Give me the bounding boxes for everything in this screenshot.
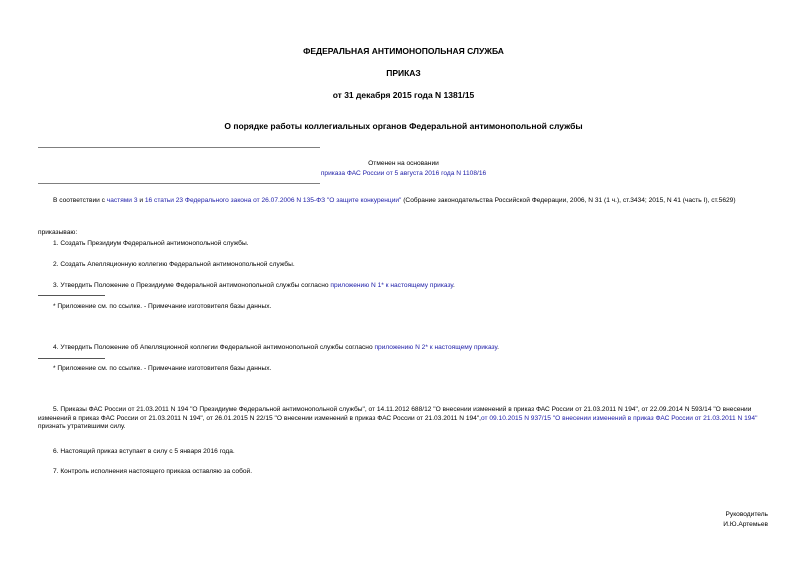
footnote-2: * Приложение см. по ссылке. - Примечание изготовителя базы данных.	[53, 365, 272, 372]
preamble-paragraph: В соответствии с частями 3 и 16 статьи 23 Федерального закона от 26.07.2006 N 135-ФЗ "О защите конкуренции" (Собрание законодательства Российской Федерации, 2006, N 31 (1 ч.), ст.3434; 2015, N 41 (часть I), ст.5629)	[53, 197, 736, 204]
doc-type-heading: ПРИКАЗ	[386, 68, 421, 78]
footnote-rule-2	[38, 358, 105, 359]
appendix-2-link[interactable]: приложению N 2* к настоящему приказу	[374, 344, 498, 351]
footnote-1: * Приложение см. по ссылке. - Примечание изготовителя базы данных.	[53, 303, 272, 310]
signature-role: Руководитель	[725, 511, 768, 518]
item-6: 6. Настоящий приказ вступает в силу с 5 января 2016 года.	[53, 448, 235, 455]
appendix-1-link[interactable]: приложению N 1* к настоящему приказу	[330, 282, 454, 289]
agency-heading: ФЕДЕРАЛЬНАЯ АНТИМОНОПОЛЬНАЯ СЛУЖБА	[303, 46, 504, 56]
item-4: 4. Утвердить Положение об Апелляционной коллегии Федеральной антимонопольной службы согласно приложению N 2* к настоящему приказу.	[53, 344, 499, 351]
item-7: 7. Контроль исполнения настоящего приказа оставляю за собой.	[53, 468, 253, 475]
law-part-link[interactable]: частями 3	[106, 197, 138, 204]
cancel-note-line: Отменен на основании	[368, 160, 439, 167]
repealed-order-link[interactable]: от 09.10.2015 N 937/15 "О внесении изменений в приказ ФАС России от 21.03.2011 N 194"	[481, 414, 758, 422]
divider-bottom	[38, 183, 320, 184]
date-number-heading: от 31 декабря 2015 года N 1381/15	[332, 90, 475, 100]
law-article-link[interactable]: 16 статьи 23 Федерального закона от 26.07.2006 N 135-ФЗ "О защите конкуренции"	[144, 197, 402, 204]
item-1: 1. Создать Президиум Федеральной антимонопольной службы.	[53, 240, 249, 247]
item-3: 3. Утвердить Положение о Президиуме Федеральной антимонопольной службы согласно приложению N 1* к настоящему приказу.	[53, 282, 455, 289]
document-title: О порядке работы коллегиальных органов Федеральной антимонопольной службы	[224, 121, 583, 131]
divider-top	[38, 147, 320, 148]
item-2: 2. Создать Апелляционную коллегию Федеральной антимонопольной службы.	[53, 261, 295, 268]
order-word: приказываю:	[38, 229, 78, 236]
footnote-rule-1	[38, 295, 105, 296]
cancel-note-row	[0, 169, 807, 178]
item-5: 5. Приказы ФАС России от 21.03.2011 N 194 "О Президиуме Федеральной антимонопольной службы", от 14.11.2012 688/12 "О внесении изменений в приказ ФАС России от 21.03.2011 N 194", от 22.09.2014 N 593/14 "О внесении изменений в приказ ФАС России от 21.03.2011 N 194", от 26.01.2015 N 22/15 "О внесении изменений в приказ ФАС России от 21.03.2011 N 194",от 09.10.2015 N 937/15 "О внесении изменений в приказ ФАС России от 21.03.2011 N 194" признать утратившими силу.	[38, 406, 758, 431]
signature-name: И.Ю.Артемьев	[723, 521, 768, 528]
cancel-order-link[interactable]: приказа ФАС России от 5 августа 2016 года N 1108/16	[320, 170, 487, 177]
